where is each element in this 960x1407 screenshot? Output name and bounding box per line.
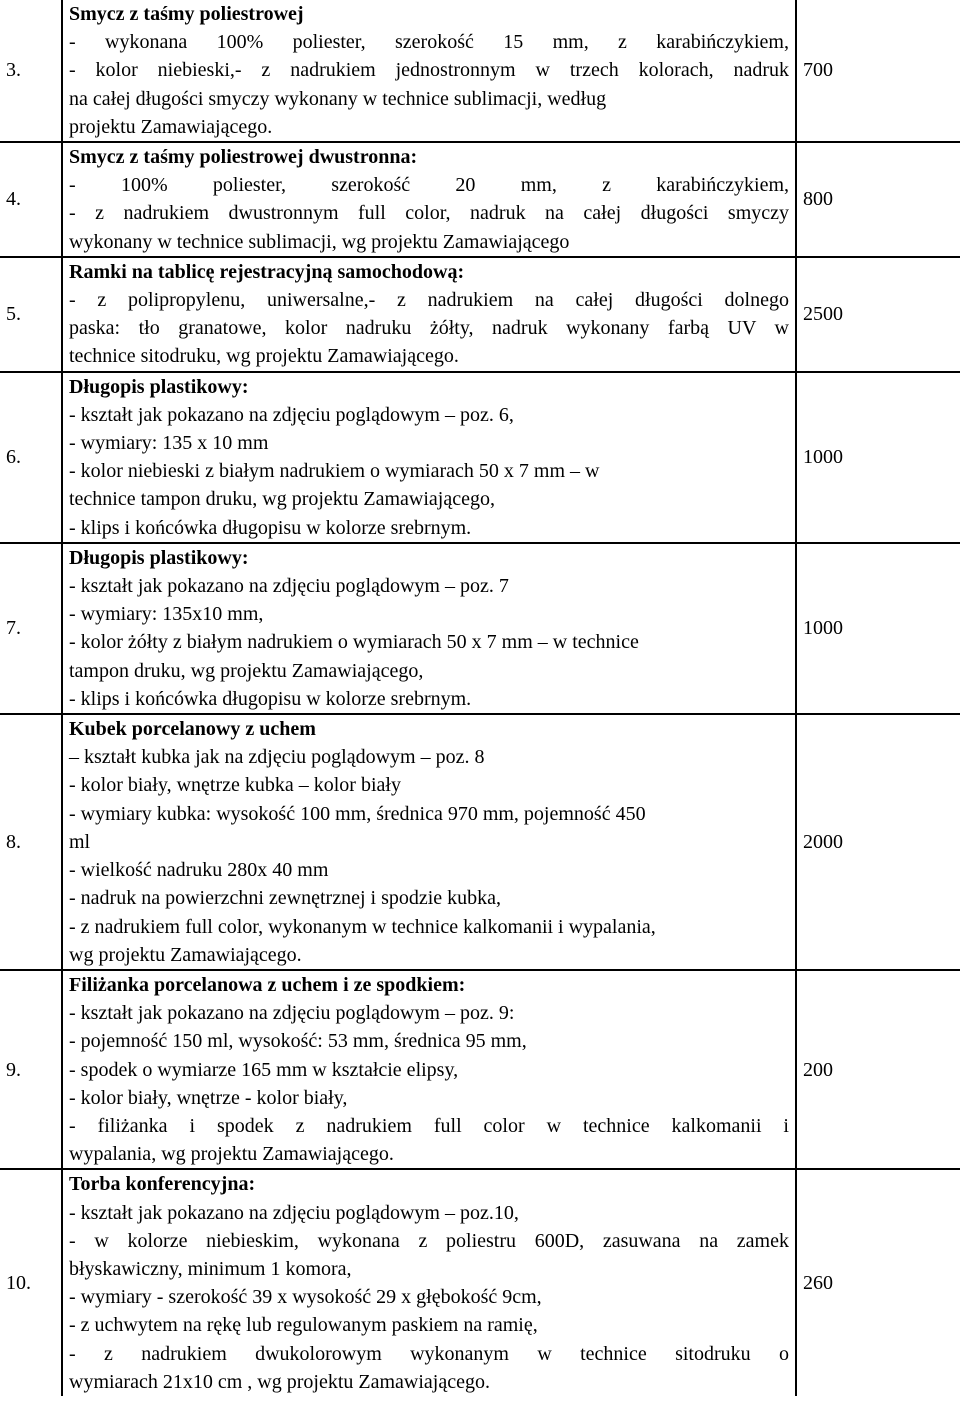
item-quantity: 2500: [796, 257, 960, 372]
description-line: - kolor niebieski z białym nadrukiem o wymiarach 50 x 7 mm – w: [69, 460, 600, 483]
description-line: - kształt jak pokazano na zdjęciu poglądowym – poz. 6,: [69, 403, 514, 426]
description-line: - kolor biały, wnętrze kubka – kolor biały: [69, 774, 401, 797]
item-description: [62, 1169, 796, 1396]
description-line: wypalania, wg projektu Zamawiającego.: [69, 1143, 394, 1166]
item-number: 9.: [0, 970, 62, 1169]
item-title: Kubek porcelanowy z uchem: [69, 718, 316, 741]
table-row: [0, 372, 960, 543]
item-title: Długopis plastikowy:: [69, 375, 249, 398]
description-line: technice sitodruku, wg projektu Zamawiającego.: [69, 345, 459, 368]
description-line: na całej długości smyczy wykonany w technice sublimacji, według: [69, 87, 607, 110]
description-line: wykonany w technice sublimacji, wg projektu Zamawiającego: [69, 230, 570, 253]
description-line: - wielkość nadruku 280x 40 mm: [69, 859, 329, 882]
description-line: projektu Zamawiającego.: [69, 115, 273, 138]
item-description: [62, 257, 796, 372]
item-title: Smycz z taśmy poliestrowej dwustronna:: [69, 146, 418, 169]
description-line: - wymiary: 135 x 10 mm: [69, 432, 269, 455]
item-quantity: 800: [796, 142, 960, 257]
description-line: - wymiary: 135x10 mm,: [69, 603, 264, 626]
table-row: [0, 1169, 960, 1396]
table-row: [0, 257, 960, 372]
description-line: - wymiary - szerokość 39 x wysokość 29 x głębokość 9cm,: [69, 1286, 542, 1309]
description-line: - kształt jak pokazano na zdjęciu poglądowym – poz. 7: [69, 575, 509, 598]
description-line: - wymiary kubka: wysokość 100 mm, średnica 970 mm, pojemność 450: [69, 802, 646, 825]
item-description: [62, 714, 796, 970]
item-number: 4.: [0, 142, 62, 257]
description-line: - filiżanka i spodek z nadrukiem full color w technice kalkomanii i: [69, 1114, 789, 1137]
description-line: - kolor żółty z białym nadrukiem o wymiarach 50 x 7 mm – w technice: [69, 631, 639, 654]
description-line: błyskawiczny, minimum 1 komora,: [69, 1257, 352, 1280]
table-row: [0, 970, 960, 1169]
item-number: 7.: [0, 543, 62, 714]
item-quantity: 700: [796, 0, 960, 142]
item-quantity: 1000: [796, 372, 960, 543]
description-line: - w kolorze niebieskim, wykonana z poliestru 600D, zasuwana na zamek: [69, 1229, 789, 1252]
item-number: 10.: [0, 1169, 62, 1396]
item-description: [62, 543, 796, 714]
description-line: wymiarach 21x10 cm , wg projektu Zamawiającego.: [69, 1370, 490, 1393]
item-title: Ramki na tablicę rejestracyjną samochodową:: [69, 260, 465, 283]
table-row: [0, 543, 960, 714]
description-line: - z nadrukiem full color, wykonanym w technice kalkomanii i wypalania,: [69, 915, 656, 938]
item-number: 3.: [0, 0, 62, 142]
item-title: Torba konferencyjna:: [69, 1173, 256, 1196]
item-description: [62, 0, 796, 142]
description-line: paska: tło granatowe, kolor nadruku żółty, nadruk wykonany farbą UV w: [69, 317, 789, 340]
item-title: Długopis plastikowy:: [69, 546, 249, 569]
description-line: - z polipropylenu, uniwersalne,- z nadrukiem na całej długości dolnego: [69, 289, 789, 312]
item-quantity: 260: [796, 1169, 960, 1396]
description-line: – kształt kubka jak na zdjęciu poglądowym – poz. 8: [69, 746, 485, 769]
description-line: - spodek o wymiarze 165 mm w kształcie elipsy,: [69, 1058, 459, 1081]
description-line: - kształt jak pokazano na zdjęciu poglądowym – poz. 9:: [69, 1002, 515, 1025]
description-line: - z nadrukiem dwukolorowym wykonanym w technice sitodruku o: [69, 1342, 789, 1365]
item-description: [62, 970, 796, 1169]
item-title: Smycz z taśmy poliestrowej: [69, 3, 304, 25]
description-line: - klips i końcówka długopisu w kolorze srebrnym.: [69, 687, 472, 710]
description-line: - kształt jak pokazano na zdjęciu poglądowym – poz.10,: [69, 1201, 519, 1224]
item-number: 5.: [0, 257, 62, 372]
description-line: ml: [69, 830, 91, 853]
item-number: 8.: [0, 714, 62, 970]
description-line: - klips i końcówka długopisu w kolorze srebrnym.: [69, 516, 472, 539]
description-line: wg projektu Zamawiającego.: [69, 943, 302, 966]
item-quantity: 200: [796, 970, 960, 1169]
description-line: - wykonana 100% poliester, szerokość 15 mm, z karabińczykiem,: [69, 31, 789, 54]
item-quantity: 2000: [796, 714, 960, 970]
description-line: technice tampon druku, wg projektu Zamawiającego,: [69, 488, 495, 511]
description-line: - 100% poliester, szerokość 20 mm, z karabińczykiem,: [69, 174, 789, 197]
table-row: [0, 0, 960, 142]
table-row: [0, 714, 960, 970]
description-line: - z uchwytem na rękę lub regulowanym paskiem na ramię,: [69, 1314, 538, 1337]
description-line: - kolor niebieski,- z nadrukiem jednostronnym w trzech kolorach, nadruk: [69, 59, 789, 82]
item-description: [62, 372, 796, 543]
item-title: Filiżanka porcelanowa z uchem i ze spodkiem:: [69, 973, 466, 996]
item-quantity: 1000: [796, 543, 960, 714]
description-line: - nadruk na powierzchni zewnętrznej i spodzie kubka,: [69, 887, 502, 910]
description-line: - pojemność 150 ml, wysokość: 53 mm, średnica 95 mm,: [69, 1030, 527, 1053]
item-number: 6.: [0, 372, 62, 543]
description-line: - kolor biały, wnętrze - kolor biały,: [69, 1086, 348, 1109]
description-line: - z nadrukiem dwustronnym full color, nadruk na całej długości smyczy: [69, 202, 789, 225]
item-description: [62, 142, 796, 257]
description-line: tampon druku, wg projektu Zamawiającego,: [69, 659, 424, 682]
table-row: [0, 142, 960, 257]
